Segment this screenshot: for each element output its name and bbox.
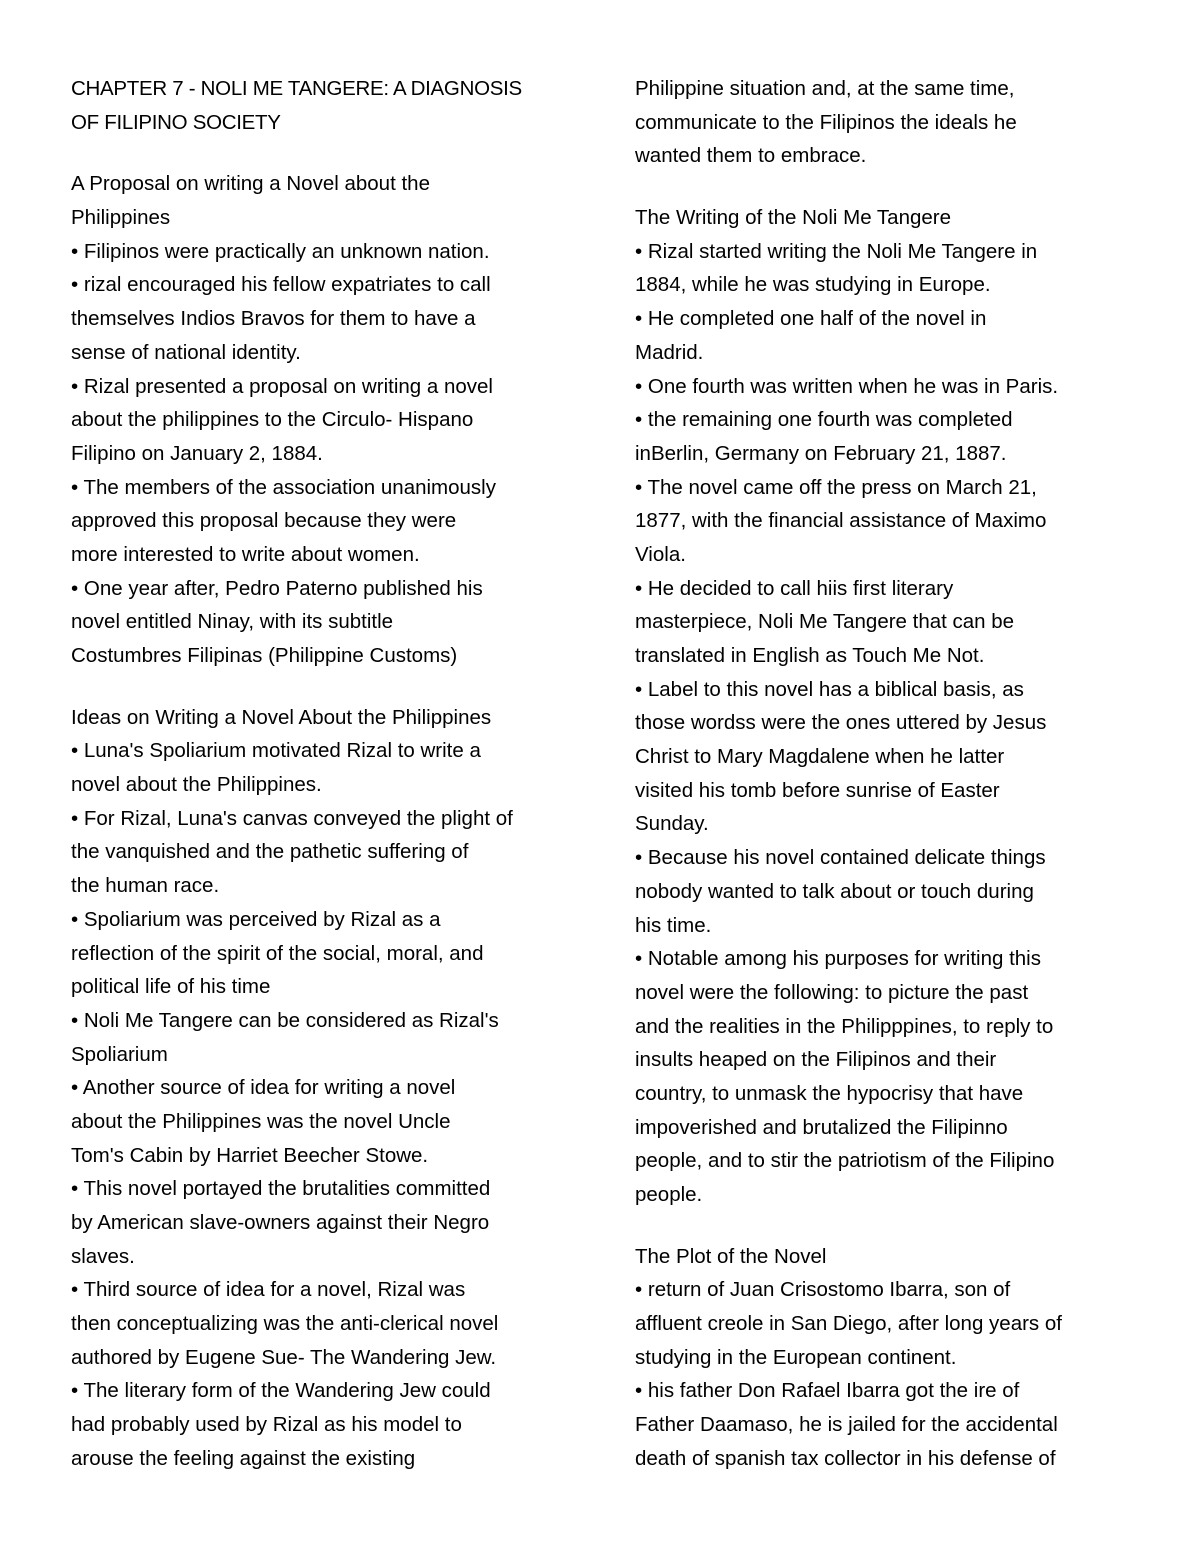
text-line: arouse the feeling against the existing — [71, 1446, 416, 1470]
text-line: Viola. — [635, 542, 686, 566]
text-line: nobody wanted to talk about or touch during — [635, 879, 1034, 903]
text-line: • The novel came off the press on March 21, — [635, 475, 1037, 499]
text-line: • One year after, Pedro Paterno published his — [71, 576, 483, 600]
text-line: novel about the Philippines. — [71, 773, 322, 797]
text-line: • the remaining one fourth was completed — [635, 408, 1013, 432]
text-line: and the realities in the Philipppines, to reply to — [635, 1014, 1054, 1038]
text-line: people, and to stir the patriotism of the Filipino — [635, 1149, 1055, 1173]
text-line: political life of his time — [71, 975, 271, 999]
text-line: more interested to write about women. — [71, 542, 420, 566]
right-column — [635, 72, 1135, 1476]
text-line: translated in English as Touch Me Not. — [635, 644, 985, 667]
text-line: • The members of the association unanimously — [71, 475, 496, 499]
text-line: Christ to Mary Magdalene when he latter — [635, 745, 1005, 769]
section-gap — [71, 673, 571, 701]
text-line: • He completed one half of the novel in — [635, 307, 987, 331]
section-heading-plot: The Plot of the Novel — [635, 1244, 827, 1268]
text-line: • Third source of idea for a novel, Rizal was — [71, 1278, 466, 1302]
text-line: Father Daamaso, he is jailed for the accidental — [635, 1413, 1058, 1437]
text-line: insults heaped on the Filipinos and their — [635, 1048, 997, 1072]
text-line: reflection of the spirit of the social, moral, and — [71, 941, 484, 965]
text-line: about the philippines to the Circulo- Hispano — [71, 408, 474, 432]
text-line: • Because his novel contained delicate things — [635, 846, 1046, 870]
text-line: those wordss were the ones uttered by Jesus — [635, 711, 1047, 735]
text-line: • his father Don Rafael Ibarra got the ire of — [635, 1379, 1020, 1403]
text-line: by American slave-owners against their Negro — [71, 1211, 490, 1234]
chapter-title-line: OF FILIPINO SOCIETY — [71, 110, 281, 134]
text-line: • Label to this novel has a biblical basis, as — [635, 677, 1024, 701]
text-line: communicate to the Filipinos the ideals he — [635, 110, 1017, 134]
text-line: masterpiece, Noli Me Tangere that can be — [635, 610, 1015, 634]
text-line: affluent creole in San Diego, after long years of — [635, 1312, 1062, 1336]
text-line: his time. — [635, 913, 712, 937]
text-line: the vanquished and the pathetic suffering of — [71, 840, 469, 864]
text-line: then conceptualizing was the anti-clerical novel — [71, 1312, 499, 1336]
section-heading-proposal: Philippines — [71, 206, 171, 230]
text-line: • He decided to call hiis first literary — [635, 576, 954, 600]
text-line: people. — [635, 1183, 703, 1206]
section-gap — [635, 1212, 1135, 1240]
text-line: • rizal encouraged his fellow expatriates to call — [71, 273, 491, 297]
text-line: Philippine situation and, at the same time, — [635, 77, 1015, 100]
text-line: • Luna's Spoliarium motivated Rizal to write a — [71, 739, 481, 763]
text-line: • Filipinos were practically an unknown nation. — [71, 239, 490, 263]
text-line: • One fourth was written when he was in Paris. — [635, 374, 1059, 398]
chapter-title-line: CHAPTER 7 - NOLI ME TANGERE: A DIAGNOSIS — [71, 77, 522, 100]
text-line: had probably used by Rizal as his model to — [71, 1413, 462, 1437]
text-line: • return of Juan Crisostomo Ibarra, son of — [635, 1278, 1011, 1302]
section-gap — [635, 173, 1135, 201]
text-line: • For Rizal, Luna's canvas conveyed the plight of — [71, 806, 513, 830]
left-column — [71, 72, 571, 1476]
text-line: slaves. — [71, 1244, 135, 1268]
text-line: • The literary form of the Wandering Jew could — [71, 1379, 491, 1403]
text-line: sense of national identity. — [71, 340, 301, 364]
text-line: approved this proposal because they were — [71, 509, 457, 533]
text-line: the human race. — [71, 874, 220, 898]
text-line: Madrid. — [635, 340, 704, 364]
text-line: • Rizal started writing the Noli Me Tangere in — [635, 239, 1038, 263]
text-line: themselves Indios Bravos for them to have a — [71, 307, 476, 331]
text-line: • Another source of idea for writing a novel — [71, 1076, 456, 1100]
text-line: 1884, while he was studying in Europe. — [635, 273, 991, 297]
text-line: impoverished and brutalized the Filipinno — [635, 1115, 1008, 1139]
text-line: Spoliarium — [71, 1042, 168, 1066]
text-line: inBerlin, Germany on February 21, 1887. — [635, 441, 1007, 465]
text-line: novel were the following: to picture the past — [635, 980, 1029, 1004]
text-line: • This novel portayed the brutalities committed — [71, 1177, 491, 1201]
text-line: 1877, with the financial assistance of Maximo — [635, 509, 1047, 533]
text-line: • Noli Me Tangere can be considered as Rizal's — [71, 1008, 499, 1032]
section-heading-proposal: A Proposal on writing a Novel about the — [71, 172, 430, 196]
section-gap — [71, 139, 571, 167]
text-line: • Spoliarium was perceived by Rizal as a — [71, 907, 441, 931]
text-line: Filipino on January 2, 1884. — [71, 441, 323, 465]
text-line: studying in the European continent. — [635, 1345, 957, 1369]
text-line: • Rizal presented a proposal on writing a novel — [71, 374, 493, 398]
text-line: Tom's Cabin by Harriet Beecher Stowe. — [71, 1143, 429, 1167]
section-heading-writing: The Writing of the Noli Me Tangere — [635, 206, 952, 230]
text-line: Sunday. — [635, 812, 709, 836]
text-line: Costumbres Filipinas (Philippine Customs) — [71, 644, 458, 667]
text-line: about the Philippines was the novel Uncle — [71, 1109, 451, 1133]
text-line: • Notable among his purposes for writing this — [635, 947, 1041, 971]
section-heading-ideas: Ideas on Writing a Novel About the Philippines — [71, 705, 492, 729]
text-line: authored by Eugene Sue- The Wandering Jew. — [71, 1345, 497, 1369]
text-line: novel entitled Ninay, with its subtitle — [71, 610, 394, 634]
text-line: wanted them to embrace. — [635, 144, 867, 168]
text-line: visited his tomb before sunrise of Easter — [635, 778, 1000, 802]
text-line: country, to unmask the hypocrisy that have — [635, 1081, 1024, 1105]
text-line: death of spanish tax collector in his defense of — [635, 1446, 1056, 1470]
